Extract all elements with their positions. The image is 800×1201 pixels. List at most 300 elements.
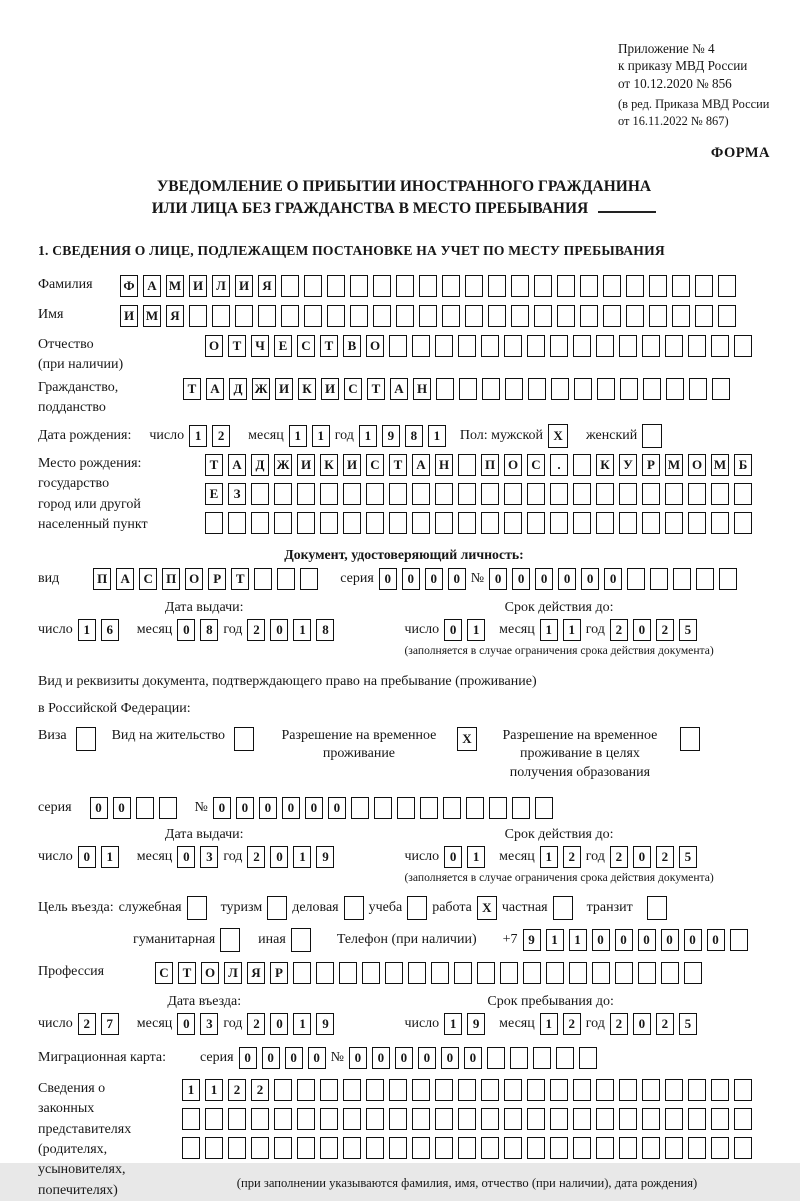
form-cell[interactable]: Т <box>205 454 223 476</box>
form-cell[interactable] <box>291 928 311 952</box>
form-cell[interactable]: У <box>619 454 637 476</box>
form-cell[interactable]: 0 <box>444 619 462 641</box>
form-cell[interactable] <box>550 512 568 534</box>
form-cell[interactable]: 1 <box>467 846 485 868</box>
form-cell[interactable]: 5 <box>679 619 697 641</box>
form-cell[interactable]: Т <box>320 335 338 357</box>
form-cell[interactable]: К <box>298 378 316 400</box>
form-cell[interactable]: О <box>205 335 223 357</box>
form-cell[interactable] <box>534 275 552 297</box>
form-cell[interactable]: Т <box>367 378 385 400</box>
form-cell[interactable] <box>251 483 269 505</box>
form-cell[interactable]: 2 <box>228 1079 246 1101</box>
form-cell[interactable]: 0 <box>270 846 288 868</box>
form-cell[interactable] <box>320 1108 338 1130</box>
form-cell[interactable] <box>596 335 614 357</box>
form-cell[interactable] <box>505 378 523 400</box>
form-cell[interactable] <box>688 483 706 505</box>
form-cell[interactable]: А <box>412 454 430 476</box>
form-cell[interactable] <box>550 1108 568 1130</box>
form-cell[interactable] <box>580 305 598 327</box>
form-cell[interactable]: 2 <box>610 619 628 641</box>
form-cell[interactable]: И <box>235 275 253 297</box>
form-cell[interactable] <box>696 568 714 590</box>
form-cell[interactable]: 0 <box>379 568 397 590</box>
form-cell[interactable] <box>573 454 591 476</box>
form-cell[interactable]: 2 <box>247 619 265 641</box>
form-cell[interactable] <box>626 275 644 297</box>
form-cell[interactable] <box>389 1108 407 1130</box>
form-cell[interactable] <box>481 335 499 357</box>
form-cell[interactable]: 1 <box>312 425 330 447</box>
form-cell[interactable] <box>487 1047 505 1069</box>
form-cell[interactable] <box>527 1137 545 1159</box>
form-cell[interactable] <box>688 1079 706 1101</box>
form-cell[interactable] <box>596 512 614 534</box>
form-cell[interactable]: И <box>343 454 361 476</box>
form-cell[interactable]: 2 <box>212 425 230 447</box>
form-cell[interactable]: 1 <box>444 1013 462 1035</box>
form-cell[interactable]: Р <box>208 568 226 590</box>
form-cell[interactable] <box>435 1108 453 1130</box>
form-cell[interactable]: 1 <box>293 1013 311 1035</box>
form-cell[interactable] <box>389 512 407 534</box>
form-cell[interactable] <box>647 896 667 920</box>
form-cell[interactable] <box>711 1079 729 1101</box>
form-cell[interactable]: 0 <box>633 846 651 868</box>
form-cell[interactable] <box>619 512 637 534</box>
form-cell[interactable]: М <box>665 454 683 476</box>
form-cell[interactable] <box>442 275 460 297</box>
form-cell[interactable] <box>343 1108 361 1130</box>
form-cell[interactable]: О <box>504 454 522 476</box>
form-cell[interactable] <box>274 512 292 534</box>
form-cell[interactable]: Я <box>247 962 265 984</box>
form-cell[interactable] <box>187 896 207 920</box>
form-cell[interactable] <box>684 962 702 984</box>
form-cell[interactable] <box>366 1108 384 1130</box>
form-cell[interactable]: А <box>206 378 224 400</box>
form-cell[interactable]: М <box>143 305 161 327</box>
form-cell[interactable] <box>304 305 322 327</box>
form-cell[interactable] <box>235 305 253 327</box>
form-cell[interactable] <box>465 275 483 297</box>
form-cell[interactable] <box>620 378 638 400</box>
form-cell[interactable] <box>527 512 545 534</box>
form-cell[interactable] <box>527 483 545 505</box>
form-cell[interactable]: Ж <box>274 454 292 476</box>
form-cell[interactable]: 1 <box>205 1079 223 1101</box>
form-cell[interactable] <box>553 896 573 920</box>
form-cell[interactable] <box>297 1137 315 1159</box>
form-cell[interactable]: О <box>688 454 706 476</box>
form-cell[interactable] <box>711 1137 729 1159</box>
form-cell[interactable]: 9 <box>316 1013 334 1035</box>
form-cell[interactable] <box>649 275 667 297</box>
form-cell[interactable] <box>366 1137 384 1159</box>
form-cell[interactable]: А <box>228 454 246 476</box>
form-cell[interactable] <box>350 305 368 327</box>
form-cell[interactable] <box>182 1137 200 1159</box>
form-cell[interactable] <box>419 275 437 297</box>
form-cell[interactable] <box>504 335 522 357</box>
form-cell[interactable] <box>373 275 391 297</box>
form-cell[interactable]: 9 <box>382 425 400 447</box>
form-cell[interactable] <box>642 335 660 357</box>
form-cell[interactable]: 8 <box>405 425 423 447</box>
form-cell[interactable]: Т <box>389 454 407 476</box>
form-cell[interactable] <box>481 512 499 534</box>
form-cell[interactable]: Т <box>228 335 246 357</box>
form-cell[interactable]: П <box>93 568 111 590</box>
form-cell[interactable] <box>397 797 415 819</box>
form-cell[interactable] <box>458 1108 476 1130</box>
form-cell[interactable] <box>481 1079 499 1101</box>
form-cell[interactable] <box>510 1047 528 1069</box>
form-cell[interactable] <box>412 1108 430 1130</box>
form-cell[interactable]: Д <box>229 378 247 400</box>
form-cell[interactable] <box>316 962 334 984</box>
form-cell[interactable] <box>351 797 369 819</box>
form-cell[interactable] <box>511 275 529 297</box>
form-cell[interactable] <box>527 1079 545 1101</box>
form-cell[interactable]: 5 <box>679 846 697 868</box>
form-cell[interactable] <box>619 1137 637 1159</box>
form-cell[interactable] <box>488 275 506 297</box>
form-cell[interactable]: Л <box>224 962 242 984</box>
form-cell[interactable] <box>435 335 453 357</box>
form-cell[interactable] <box>597 378 615 400</box>
form-cell[interactable] <box>274 1108 292 1130</box>
form-cell[interactable] <box>258 305 276 327</box>
form-cell[interactable]: К <box>320 454 338 476</box>
form-cell[interactable] <box>458 512 476 534</box>
form-cell[interactable]: 0 <box>661 929 679 951</box>
form-cell[interactable] <box>650 568 668 590</box>
form-cell[interactable] <box>481 1108 499 1130</box>
form-cell[interactable] <box>366 483 384 505</box>
form-cell[interactable] <box>573 1137 591 1159</box>
form-cell[interactable] <box>665 1137 683 1159</box>
form-cell[interactable] <box>327 275 345 297</box>
form-cell[interactable]: 0 <box>239 1047 257 1069</box>
form-cell[interactable] <box>511 305 529 327</box>
form-cell[interactable]: 0 <box>177 846 195 868</box>
form-cell[interactable] <box>228 512 246 534</box>
form-cell[interactable]: Е <box>205 483 223 505</box>
form-cell[interactable] <box>627 568 645 590</box>
form-cell[interactable]: 0 <box>90 797 108 819</box>
form-cell[interactable] <box>695 305 713 327</box>
form-cell[interactable]: X <box>548 424 568 448</box>
form-cell[interactable] <box>550 483 568 505</box>
form-cell[interactable] <box>327 305 345 327</box>
form-cell[interactable] <box>435 483 453 505</box>
form-cell[interactable] <box>551 378 569 400</box>
form-cell[interactable] <box>189 305 207 327</box>
form-cell[interactable] <box>182 1108 200 1130</box>
form-cell[interactable]: X <box>477 896 497 920</box>
form-cell[interactable] <box>642 1137 660 1159</box>
form-cell[interactable]: 3 <box>200 846 218 868</box>
form-cell[interactable] <box>442 305 460 327</box>
form-cell[interactable] <box>615 962 633 984</box>
form-cell[interactable] <box>711 483 729 505</box>
form-cell[interactable]: 2 <box>656 619 674 641</box>
form-cell[interactable]: Е <box>274 335 292 357</box>
form-cell[interactable]: 0 <box>581 568 599 590</box>
form-cell[interactable] <box>557 275 575 297</box>
form-cell[interactable] <box>489 797 507 819</box>
form-cell[interactable] <box>343 1137 361 1159</box>
form-cell[interactable] <box>482 378 500 400</box>
form-cell[interactable] <box>443 797 461 819</box>
form-cell[interactable]: 0 <box>707 929 725 951</box>
form-cell[interactable]: С <box>297 335 315 357</box>
form-cell[interactable]: 0 <box>638 929 656 951</box>
form-cell[interactable]: 0 <box>535 568 553 590</box>
form-cell[interactable] <box>488 305 506 327</box>
form-cell[interactable]: 6 <box>101 619 119 641</box>
form-cell[interactable] <box>212 305 230 327</box>
form-cell[interactable] <box>619 1079 637 1101</box>
form-cell[interactable]: 0 <box>444 846 462 868</box>
form-cell[interactable] <box>672 305 690 327</box>
form-cell[interactable]: 1 <box>540 619 558 641</box>
form-cell[interactable] <box>396 275 414 297</box>
form-cell[interactable] <box>343 512 361 534</box>
form-cell[interactable] <box>350 275 368 297</box>
form-cell[interactable]: Б <box>734 454 752 476</box>
form-cell[interactable] <box>665 483 683 505</box>
form-cell[interactable]: 0 <box>464 1047 482 1069</box>
form-cell[interactable] <box>603 275 621 297</box>
form-cell[interactable]: 0 <box>177 1013 195 1035</box>
form-cell[interactable] <box>465 305 483 327</box>
form-cell[interactable] <box>695 275 713 297</box>
form-cell[interactable]: 0 <box>177 619 195 641</box>
form-cell[interactable] <box>412 512 430 534</box>
form-cell[interactable]: 0 <box>633 619 651 641</box>
form-cell[interactable] <box>688 1137 706 1159</box>
form-cell[interactable]: 0 <box>418 1047 436 1069</box>
form-cell[interactable] <box>435 1079 453 1101</box>
form-cell[interactable]: 0 <box>402 568 420 590</box>
form-cell[interactable] <box>711 335 729 357</box>
form-cell[interactable] <box>205 1137 223 1159</box>
form-cell[interactable]: Ф <box>120 275 138 297</box>
form-cell[interactable] <box>534 305 552 327</box>
form-cell[interactable]: . <box>550 454 568 476</box>
form-cell[interactable]: Н <box>435 454 453 476</box>
form-cell[interactable]: 1 <box>540 1013 558 1035</box>
form-cell[interactable] <box>592 962 610 984</box>
form-cell[interactable] <box>458 335 476 357</box>
form-cell[interactable]: И <box>297 454 315 476</box>
form-cell[interactable]: 1 <box>546 929 564 951</box>
form-cell[interactable] <box>642 1079 660 1101</box>
form-cell[interactable] <box>550 335 568 357</box>
form-cell[interactable] <box>642 483 660 505</box>
form-cell[interactable] <box>277 568 295 590</box>
form-cell[interactable] <box>458 483 476 505</box>
form-cell[interactable] <box>673 568 691 590</box>
form-cell[interactable] <box>619 1108 637 1130</box>
form-cell[interactable] <box>297 512 315 534</box>
form-cell[interactable] <box>712 378 730 400</box>
form-cell[interactable]: 2 <box>656 846 674 868</box>
form-cell[interactable]: 1 <box>428 425 446 447</box>
form-cell[interactable] <box>343 1079 361 1101</box>
form-cell[interactable]: 0 <box>213 797 231 819</box>
form-cell[interactable] <box>719 568 737 590</box>
form-cell[interactable] <box>504 512 522 534</box>
form-cell[interactable]: О <box>201 962 219 984</box>
form-cell[interactable]: 0 <box>308 1047 326 1069</box>
form-cell[interactable]: 0 <box>633 1013 651 1035</box>
form-cell[interactable]: 2 <box>563 846 581 868</box>
form-cell[interactable] <box>734 1108 752 1130</box>
form-cell[interactable] <box>281 305 299 327</box>
form-cell[interactable] <box>159 797 177 819</box>
form-cell[interactable]: Ч <box>251 335 269 357</box>
form-cell[interactable]: 0 <box>328 797 346 819</box>
form-cell[interactable]: С <box>527 454 545 476</box>
form-cell[interactable]: С <box>139 568 157 590</box>
form-cell[interactable]: А <box>143 275 161 297</box>
form-cell[interactable]: 7 <box>101 1013 119 1035</box>
form-cell[interactable]: Ж <box>252 378 270 400</box>
form-cell[interactable] <box>523 962 541 984</box>
form-cell[interactable] <box>556 1047 574 1069</box>
form-cell[interactable]: 0 <box>285 1047 303 1069</box>
form-cell[interactable] <box>527 1108 545 1130</box>
form-cell[interactable] <box>419 305 437 327</box>
form-cell[interactable] <box>512 797 530 819</box>
form-cell[interactable] <box>267 896 287 920</box>
form-cell[interactable]: 1 <box>182 1079 200 1101</box>
form-cell[interactable] <box>546 962 564 984</box>
form-cell[interactable] <box>344 896 364 920</box>
form-cell[interactable]: 0 <box>684 929 702 951</box>
form-cell[interactable]: 3 <box>200 1013 218 1035</box>
form-cell[interactable]: 0 <box>78 846 96 868</box>
form-cell[interactable] <box>573 483 591 505</box>
form-cell[interactable] <box>619 483 637 505</box>
form-cell[interactable] <box>504 1079 522 1101</box>
form-cell[interactable] <box>504 1108 522 1130</box>
form-cell[interactable]: Т <box>178 962 196 984</box>
form-cell[interactable]: О <box>366 335 384 357</box>
form-cell[interactable] <box>76 727 96 751</box>
form-cell[interactable] <box>228 1108 246 1130</box>
form-cell[interactable]: З <box>228 483 246 505</box>
form-cell[interactable]: 0 <box>512 568 530 590</box>
form-cell[interactable] <box>573 1079 591 1101</box>
form-cell[interactable] <box>533 1047 551 1069</box>
form-cell[interactable] <box>643 378 661 400</box>
form-cell[interactable] <box>459 378 477 400</box>
form-cell[interactable] <box>297 1108 315 1130</box>
form-cell[interactable] <box>504 483 522 505</box>
form-cell[interactable] <box>688 512 706 534</box>
form-cell[interactable] <box>228 1137 246 1159</box>
form-cell[interactable]: М <box>711 454 729 476</box>
form-cell[interactable] <box>665 512 683 534</box>
form-cell[interactable] <box>596 483 614 505</box>
form-cell[interactable]: О <box>185 568 203 590</box>
form-cell[interactable] <box>389 1137 407 1159</box>
form-cell[interactable] <box>688 1108 706 1130</box>
form-cell[interactable] <box>412 1079 430 1101</box>
form-cell[interactable] <box>205 1108 223 1130</box>
form-cell[interactable]: Р <box>642 454 660 476</box>
form-cell[interactable] <box>734 512 752 534</box>
form-cell[interactable]: 2 <box>656 1013 674 1035</box>
form-cell[interactable]: Я <box>166 305 184 327</box>
form-cell[interactable]: Т <box>183 378 201 400</box>
form-cell[interactable] <box>550 1079 568 1101</box>
form-cell[interactable]: 0 <box>262 1047 280 1069</box>
form-cell[interactable] <box>304 275 322 297</box>
form-cell[interactable]: Т <box>231 568 249 590</box>
form-cell[interactable] <box>408 962 426 984</box>
form-cell[interactable] <box>458 454 476 476</box>
form-cell[interactable] <box>389 483 407 505</box>
form-cell[interactable]: 0 <box>558 568 576 590</box>
form-cell[interactable] <box>734 335 752 357</box>
form-cell[interactable] <box>574 378 592 400</box>
form-cell[interactable]: 1 <box>569 929 587 951</box>
form-cell[interactable] <box>626 305 644 327</box>
form-cell[interactable]: 1 <box>289 425 307 447</box>
form-cell[interactable]: 0 <box>113 797 131 819</box>
form-cell[interactable]: 1 <box>540 846 558 868</box>
form-cell[interactable] <box>596 1108 614 1130</box>
form-cell[interactable] <box>454 962 472 984</box>
form-cell[interactable]: Р <box>270 962 288 984</box>
form-cell[interactable]: И <box>321 378 339 400</box>
form-cell[interactable]: Я <box>258 275 276 297</box>
form-cell[interactable]: И <box>189 275 207 297</box>
form-cell[interactable]: А <box>390 378 408 400</box>
form-cell[interactable] <box>320 1137 338 1159</box>
form-cell[interactable]: 0 <box>615 929 633 951</box>
form-cell[interactable]: Д <box>251 454 269 476</box>
form-cell[interactable] <box>274 483 292 505</box>
form-cell[interactable] <box>573 512 591 534</box>
form-cell[interactable]: 0 <box>395 1047 413 1069</box>
form-cell[interactable] <box>730 929 748 951</box>
form-cell[interactable] <box>374 797 392 819</box>
form-cell[interactable] <box>689 378 707 400</box>
form-cell[interactable] <box>362 962 380 984</box>
form-cell[interactable] <box>711 512 729 534</box>
form-cell[interactable]: 0 <box>592 929 610 951</box>
form-cell[interactable] <box>274 1079 292 1101</box>
form-cell[interactable] <box>320 1079 338 1101</box>
form-cell[interactable] <box>435 512 453 534</box>
form-cell[interactable]: 2 <box>251 1079 269 1101</box>
form-cell[interactable]: П <box>162 568 180 590</box>
form-cell[interactable]: 0 <box>259 797 277 819</box>
form-cell[interactable] <box>339 962 357 984</box>
form-cell[interactable]: 1 <box>563 619 581 641</box>
form-cell[interactable] <box>688 335 706 357</box>
form-cell[interactable] <box>436 378 454 400</box>
form-cell[interactable]: В <box>343 335 361 357</box>
form-cell[interactable] <box>573 1108 591 1130</box>
